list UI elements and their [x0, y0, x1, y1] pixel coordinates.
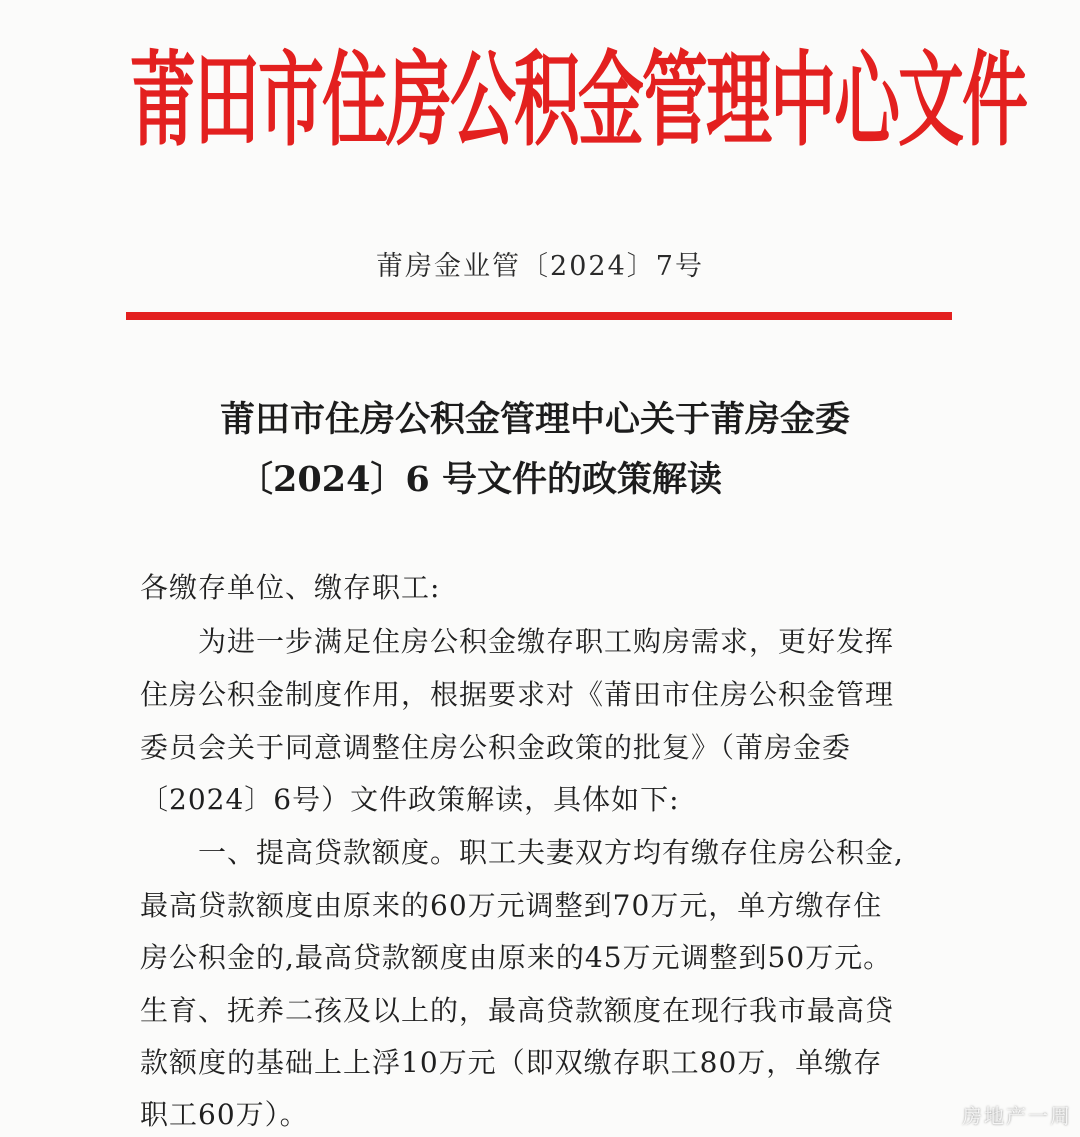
body-paragraph-line: 住房公积金制度作用，根据要求对《莆田市住房公积金管理 [140, 678, 895, 711]
body-paragraph-line: 委员会关于同意调整住房公积金政策的批复》（莆房金委 [140, 731, 852, 764]
body-paragraph-line: 职工60万）。 [140, 1098, 309, 1131]
body-paragraph-line: 一、提高贷款额度。职工夫妻双方均有缴存住房公积金, [198, 836, 904, 869]
red-divider-line [126, 312, 952, 320]
body-paragraph-line: 最高贷款额度由原来的60万元调整到70万元，单方缴存住 [140, 889, 883, 922]
watermark-text: 房地产一周 [962, 1104, 1072, 1128]
document-title-line-1: 莆田市住房公积金管理中心关于莆房金委 [219, 399, 850, 440]
body-paragraph-line: 房公积金的,最高贷款额度由原来的45万元调整到50万元。 [140, 941, 893, 974]
body-paragraph-line: 为进一步满足住房公积金缴存职工购房需求，更好发挥 [198, 625, 895, 658]
body-paragraph-line: 生育、抚养二孩及以上的，最高贷款额度在现行我市最高贷 [140, 994, 895, 1027]
body-paragraph-line: 〔2024〕6号）文件政策解读，具体如下: [140, 783, 680, 816]
document-number: 莆房金业管〔2024〕7号 [376, 251, 704, 282]
salutation: 各缴存单位、缴存职工: [140, 571, 441, 604]
document-title-line-2: 〔2024〕6 号文件的政策解读 [238, 459, 722, 500]
agency-header-title: 莆田市住房公积金管理中心文件 [130, 39, 1026, 161]
body-paragraph-line: 款额度的基础上上浮10万元（即双缴存职工80万，单缴存 [140, 1046, 883, 1079]
